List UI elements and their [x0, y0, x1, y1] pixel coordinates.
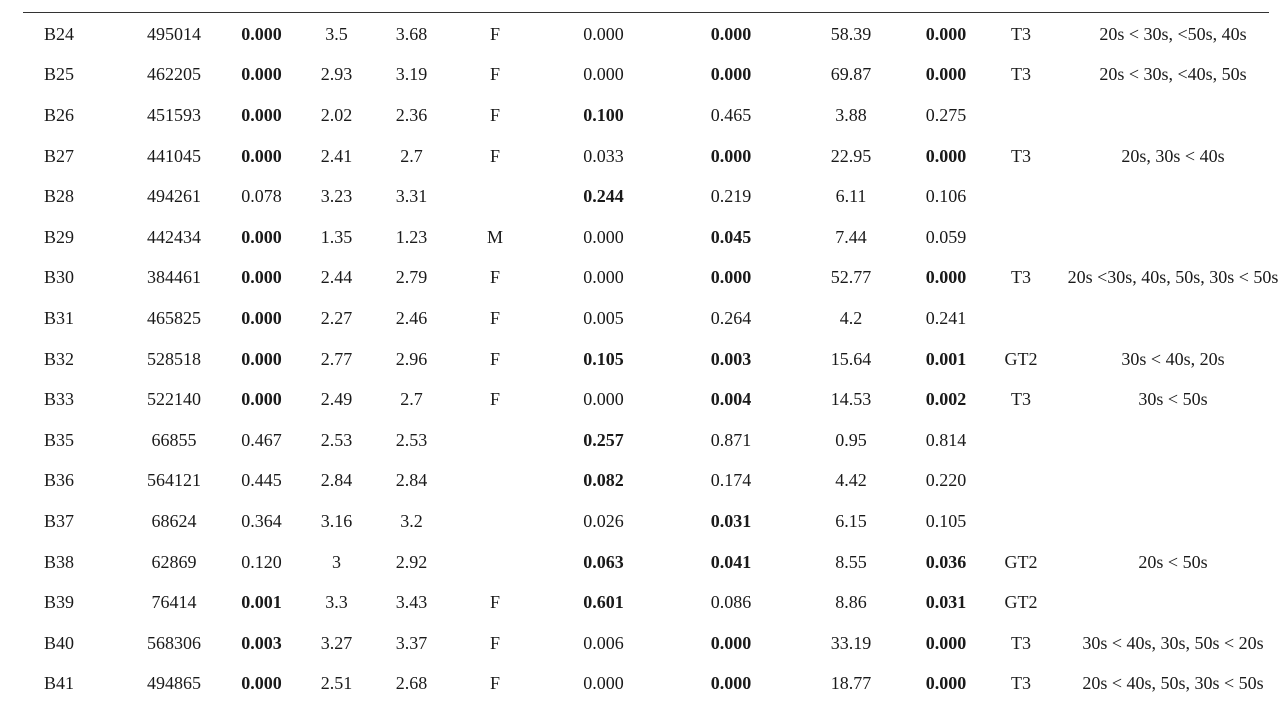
p-value-3-cell: 0.041	[710, 551, 752, 572]
p-value-4-cell: 0.275	[925, 104, 967, 125]
p-value-1-cell: 0.000	[241, 348, 282, 369]
statistic-cell: 3.88	[835, 104, 867, 125]
sample-size-cell: 495014	[147, 23, 201, 44]
p-value-1-cell: 0.000	[241, 23, 282, 44]
type-cell	[986, 420, 1056, 461]
mean-a-cell: 3.23	[320, 186, 353, 207]
comparison-note-cell	[1056, 95, 1281, 136]
statistic-cell: 4.42	[835, 470, 867, 491]
table-row	[23, 176, 1281, 217]
comparison-note-cell: 30s < 40s, 20s	[1121, 348, 1225, 369]
sample-size-cell: 442434	[147, 226, 201, 247]
mean-b-cell: 2.79	[395, 267, 428, 288]
row-id-cell: B36	[44, 470, 75, 491]
sex-cell: F	[489, 348, 500, 369]
p-value-1-cell: 0.000	[241, 307, 282, 328]
p-value-2-cell: 0.082	[583, 470, 624, 491]
row-id-cell: B29	[44, 226, 75, 247]
mean-b-cell: 2.36	[395, 104, 428, 125]
sex-cell: M	[486, 226, 503, 247]
sex-cell: F	[489, 23, 500, 44]
p-value-2-cell: 0.257	[583, 429, 624, 450]
sample-size-cell: 462205	[147, 64, 201, 85]
p-value-2-cell: 0.006	[583, 632, 624, 653]
table-row	[23, 623, 1281, 664]
p-value-4-cell: 0.106	[925, 186, 967, 207]
mean-a-cell: 2.41	[320, 145, 353, 166]
sample-size-cell: 76414	[151, 592, 197, 613]
type-cell: T3	[1011, 632, 1031, 653]
type-cell: T3	[1011, 673, 1031, 694]
statistic-cell: 33.19	[830, 632, 872, 653]
comparison-note-cell	[1056, 420, 1281, 461]
mean-b-cell: 2.92	[395, 551, 428, 572]
sample-size-cell: 451593	[147, 104, 201, 125]
comparison-note-cell: 20s < 30s, <50s, 40s	[1099, 23, 1247, 44]
type-cell	[986, 95, 1056, 136]
statistic-cell: 7.44	[835, 226, 867, 247]
mean-b-cell: 2.68	[395, 673, 428, 694]
p-value-4-cell: 0.000	[925, 267, 967, 288]
row-id-cell: B41	[44, 673, 75, 694]
sex-cell: F	[489, 64, 500, 85]
sample-size-cell: 62869	[151, 551, 197, 572]
p-value-1-cell: 0.120	[241, 551, 282, 572]
comparison-note-cell	[1056, 582, 1281, 623]
table-row	[23, 461, 1281, 502]
mean-a-cell: 2.53	[320, 429, 353, 450]
p-value-3-cell: 0.000	[710, 673, 752, 694]
mean-b-cell: 2.7	[400, 145, 423, 166]
sample-size-cell: 68624	[151, 510, 197, 531]
p-value-1-cell: 0.364	[241, 510, 282, 531]
statistic-cell: 4.2	[839, 307, 863, 328]
sex-cell	[449, 501, 541, 542]
statistic-cell: 8.55	[835, 551, 867, 572]
type-cell: T3	[1011, 64, 1031, 85]
statistic-cell: 58.39	[830, 23, 872, 44]
p-value-1-cell: 0.000	[241, 226, 282, 247]
p-value-3-cell: 0.000	[710, 632, 752, 653]
mean-a-cell: 3.3	[325, 592, 348, 613]
table-row	[23, 95, 1281, 136]
statistic-cell: 18.77	[830, 673, 872, 694]
sex-cell: F	[489, 145, 500, 166]
row-id-cell: B37	[44, 510, 75, 531]
p-value-4-cell: 0.105	[925, 510, 967, 531]
p-value-1-cell: 0.000	[241, 145, 282, 166]
sex-cell	[449, 176, 541, 217]
mean-b-cell: 3.31	[395, 186, 428, 207]
sample-size-cell: 568306	[147, 632, 201, 653]
p-value-2-cell: 0.005	[583, 307, 624, 328]
mean-b-cell: 3.43	[395, 592, 428, 613]
table-body	[23, 14, 1281, 704]
row-id-cell: B28	[44, 186, 75, 207]
p-value-1-cell: 0.000	[241, 267, 282, 288]
mean-b-cell: 1.23	[395, 226, 428, 247]
p-value-2-cell: 0.000	[583, 64, 624, 85]
mean-a-cell: 3.16	[320, 510, 353, 531]
p-value-4-cell: 0.000	[925, 23, 967, 44]
p-value-2-cell: 0.063	[583, 551, 624, 572]
mean-a-cell: 2.27	[320, 307, 353, 328]
type-cell: GT2	[1004, 348, 1038, 369]
sample-size-cell: 494865	[147, 673, 201, 694]
mean-b-cell: 2.53	[395, 429, 428, 450]
p-value-3-cell: 0.000	[710, 145, 752, 166]
table-row	[23, 379, 1281, 420]
type-cell	[986, 461, 1056, 502]
mean-a-cell: 2.49	[320, 389, 353, 410]
sex-cell: F	[489, 307, 500, 328]
statistic-cell: 8.86	[835, 592, 867, 613]
p-value-2-cell: 0.000	[583, 23, 624, 44]
mean-a-cell: 3.27	[320, 632, 353, 653]
mean-b-cell: 3.2	[400, 510, 423, 531]
table-row	[23, 542, 1281, 583]
p-value-4-cell: 0.000	[925, 64, 967, 85]
p-value-3-cell: 0.871	[710, 429, 752, 450]
sex-cell	[449, 542, 541, 583]
mean-b-cell: 2.7	[400, 389, 423, 410]
p-value-1-cell: 0.001	[241, 592, 282, 613]
type-cell	[986, 298, 1056, 339]
type-cell	[986, 176, 1056, 217]
p-value-2-cell: 0.000	[583, 389, 624, 410]
comparison-note-cell	[1056, 501, 1281, 542]
mean-b-cell: 2.46	[395, 307, 428, 328]
p-value-4-cell: 0.031	[925, 592, 967, 613]
p-value-3-cell: 0.465	[710, 104, 752, 125]
table-row	[23, 501, 1281, 542]
p-value-1-cell: 0.467	[241, 429, 282, 450]
p-value-3-cell: 0.000	[710, 64, 752, 85]
sex-cell: F	[489, 673, 500, 694]
table-row	[23, 420, 1281, 461]
comparison-note-cell: 20s, 30s < 40s	[1121, 145, 1225, 166]
mean-a-cell: 2.44	[320, 267, 353, 288]
mean-a-cell: 2.02	[320, 104, 353, 125]
mean-a-cell: 2.84	[320, 470, 353, 491]
statistic-cell: 52.77	[830, 267, 872, 288]
table-row	[23, 14, 1281, 55]
p-value-3-cell: 0.045	[710, 226, 752, 247]
comparison-note-cell: 20s <30s, 40s, 50s, 30s < 50s	[1067, 267, 1279, 288]
row-id-cell: B32	[44, 348, 75, 369]
p-value-3-cell: 0.264	[710, 307, 752, 328]
row-id-cell: B40	[44, 632, 75, 653]
p-value-4-cell: 0.059	[925, 226, 967, 247]
sample-size-cell: 441045	[147, 145, 201, 166]
table-top-rule	[23, 12, 1269, 13]
mean-a-cell: 1.35	[320, 226, 353, 247]
comparison-note-cell: 30s < 40s, 30s, 50s < 20s	[1082, 632, 1264, 653]
mean-a-cell: 2.51	[320, 673, 353, 694]
type-cell: T3	[1011, 389, 1031, 410]
mean-a-cell: 3	[332, 551, 341, 572]
p-value-4-cell: 0.000	[925, 673, 967, 694]
sex-cell	[449, 420, 541, 461]
comparison-note-cell: 20s < 50s	[1138, 551, 1208, 572]
p-value-2-cell: 0.601	[583, 592, 624, 613]
comparison-note-cell: 20s < 30s, <40s, 50s	[1099, 64, 1247, 85]
p-value-2-cell: 0.000	[583, 226, 624, 247]
p-value-2-cell: 0.244	[583, 186, 624, 207]
p-value-3-cell: 0.219	[710, 186, 752, 207]
p-value-3-cell: 0.004	[710, 389, 752, 410]
type-cell: GT2	[1004, 551, 1038, 572]
sample-size-cell: 465825	[147, 307, 201, 328]
p-value-2-cell: 0.000	[583, 267, 624, 288]
sample-size-cell: 384461	[147, 267, 201, 288]
sex-cell: F	[489, 104, 500, 125]
p-value-4-cell: 0.001	[925, 348, 967, 369]
p-value-3-cell: 0.000	[710, 267, 752, 288]
sex-cell: F	[489, 389, 500, 410]
statistic-cell: 6.15	[835, 510, 867, 531]
statistic-cell: 15.64	[830, 348, 872, 369]
table-row	[23, 217, 1281, 258]
row-id-cell: B31	[44, 307, 75, 328]
sex-cell: F	[489, 592, 500, 613]
mean-a-cell: 2.77	[320, 348, 353, 369]
comparison-note-cell	[1056, 298, 1281, 339]
row-id-cell: B35	[44, 429, 75, 450]
row-id-cell: B26	[44, 104, 75, 125]
p-value-1-cell: 0.000	[241, 104, 282, 125]
table-row	[23, 339, 1281, 380]
mean-a-cell: 3.5	[325, 23, 348, 44]
type-cell	[986, 217, 1056, 258]
sample-size-cell: 494261	[147, 186, 201, 207]
comparison-note-cell	[1056, 176, 1281, 217]
p-value-4-cell: 0.814	[925, 429, 967, 450]
p-value-1-cell: 0.003	[241, 632, 282, 653]
mean-a-cell: 2.93	[320, 64, 353, 85]
type-cell	[986, 501, 1056, 542]
sample-size-cell: 522140	[147, 389, 201, 410]
comparison-note-cell	[1056, 217, 1281, 258]
p-value-1-cell: 0.000	[241, 64, 282, 85]
mean-b-cell: 3.37	[395, 632, 428, 653]
p-value-4-cell: 0.220	[925, 470, 967, 491]
p-value-1-cell: 0.078	[241, 186, 282, 207]
table-row	[23, 258, 1281, 299]
comparison-note-cell: 20s < 40s, 50s, 30s < 50s	[1082, 673, 1264, 694]
p-value-4-cell: 0.036	[925, 551, 967, 572]
mean-b-cell: 3.19	[395, 64, 428, 85]
comparison-note-cell	[1056, 461, 1281, 502]
row-id-cell: B25	[44, 64, 75, 85]
type-cell: GT2	[1004, 592, 1038, 613]
p-value-4-cell: 0.000	[925, 145, 967, 166]
row-id-cell: B27	[44, 145, 75, 166]
sex-cell: F	[489, 632, 500, 653]
p-value-3-cell: 0.000	[710, 23, 752, 44]
sex-cell	[449, 461, 541, 502]
mean-b-cell: 2.84	[395, 470, 428, 491]
table-row	[23, 55, 1281, 96]
p-value-4-cell: 0.241	[925, 307, 967, 328]
row-id-cell: B39	[44, 592, 75, 613]
statistic-cell: 22.95	[830, 145, 872, 166]
p-value-4-cell: 0.002	[925, 389, 967, 410]
mean-b-cell: 2.96	[395, 348, 428, 369]
row-id-cell: B33	[44, 389, 75, 410]
row-id-cell: B30	[44, 267, 75, 288]
p-value-2-cell: 0.026	[583, 510, 624, 531]
p-value-2-cell: 0.000	[583, 673, 624, 694]
p-value-1-cell: 0.445	[241, 470, 282, 491]
sample-size-cell: 528518	[147, 348, 201, 369]
results-table	[23, 14, 1281, 704]
mean-b-cell: 3.68	[395, 23, 428, 44]
statistic-cell: 6.11	[835, 186, 867, 207]
sample-size-cell: 564121	[147, 470, 201, 491]
comparison-note-cell: 30s < 50s	[1138, 389, 1208, 410]
p-value-3-cell: 0.086	[710, 592, 752, 613]
p-value-3-cell: 0.031	[710, 510, 752, 531]
type-cell: T3	[1011, 267, 1031, 288]
table-row	[23, 664, 1281, 705]
p-value-2-cell: 0.033	[583, 145, 624, 166]
p-value-2-cell: 0.105	[583, 348, 624, 369]
type-cell: T3	[1011, 23, 1031, 44]
table-row	[23, 136, 1281, 177]
row-id-cell: B38	[44, 551, 75, 572]
sample-size-cell: 66855	[151, 429, 197, 450]
statistic-cell: 69.87	[830, 64, 872, 85]
p-value-2-cell: 0.100	[583, 104, 624, 125]
table-row	[23, 582, 1281, 623]
table-row	[23, 298, 1281, 339]
p-value-1-cell: 0.000	[241, 673, 282, 694]
row-id-cell: B24	[44, 23, 75, 44]
p-value-3-cell: 0.174	[710, 470, 752, 491]
p-value-1-cell: 0.000	[241, 389, 282, 410]
statistic-cell: 14.53	[830, 389, 872, 410]
sex-cell: F	[489, 267, 500, 288]
type-cell: T3	[1011, 145, 1031, 166]
statistic-cell: 0.95	[835, 429, 867, 450]
p-value-3-cell: 0.003	[710, 348, 752, 369]
p-value-4-cell: 0.000	[925, 632, 967, 653]
